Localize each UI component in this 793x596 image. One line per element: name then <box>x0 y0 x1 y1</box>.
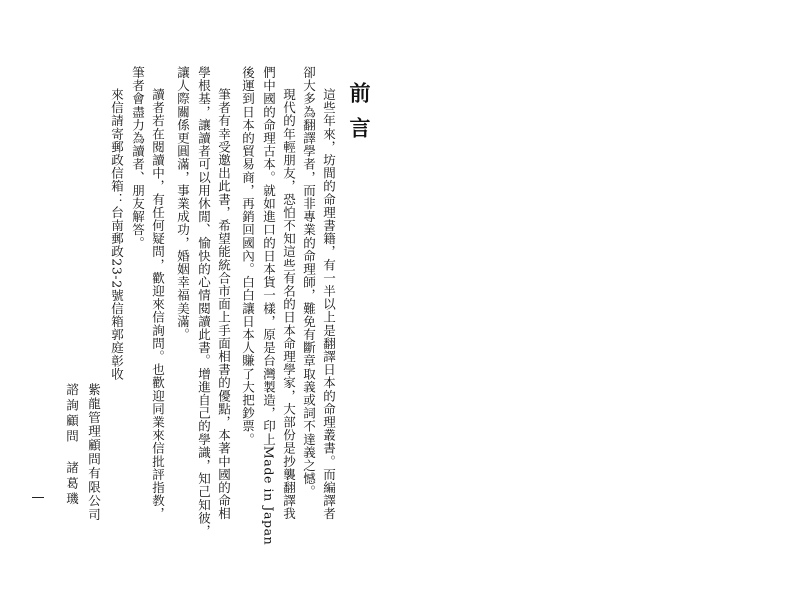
preface-line-2: 卻大多為翻譯學者，而非專業的命理師，難免有斷章取義或詞不達義之憾。 <box>301 66 317 499</box>
company-name: 紫龍管理顧問有限公司 <box>86 383 102 522</box>
preface-line-11: 來信請寄郵政信箱：台南郵政23-2號信箱郭庭彰收 <box>109 88 125 381</box>
preface-line-1: 這些年來，坊間的命理書籍，有一半以上是翻譯日本的命理叢書。而編譯者 <box>321 88 337 521</box>
preface-line-7: 學根基，讓讀者可以用休閒、愉快的心情閱讀此書。增進自己的學識，知己知彼， <box>196 66 212 538</box>
advisor-title: 諮詢顧問 <box>64 383 80 445</box>
preface-line-6: 筆者有幸受邀出此書，希望能統合市面上手面相書的優點，本著中國的命相 <box>216 88 232 521</box>
preface-line-8: 讓人際關係更圓滿，事業成功，婚姻幸福美滿。 <box>175 66 191 342</box>
advisor-name: 諸葛璣 <box>64 461 80 508</box>
preface-line-5: 後運到日本的貿易商，再銷回國內。白白讓日本人賺了大把鈔票。 <box>240 66 256 446</box>
page-number-mark <box>32 497 44 498</box>
preface-line-4: 們中國的命理古本。就如進口的日本貨一樣，原是台灣製造，印上Made in Japan <box>261 66 277 546</box>
page-title: 前言 <box>347 82 372 152</box>
preface-line-10: 筆者會盡力為讀者、朋友解答。 <box>130 66 146 250</box>
preface-line-3: 現代的年輕朋友，恐怕不知這些有名的日本命理學家，大部份是抄襲翻譯我 <box>281 88 297 521</box>
preface-line-9: 讀者若在閱讀中，有任何疑問，歡迎來信詢問。也歡迎同業來信批評指教， <box>150 88 166 521</box>
